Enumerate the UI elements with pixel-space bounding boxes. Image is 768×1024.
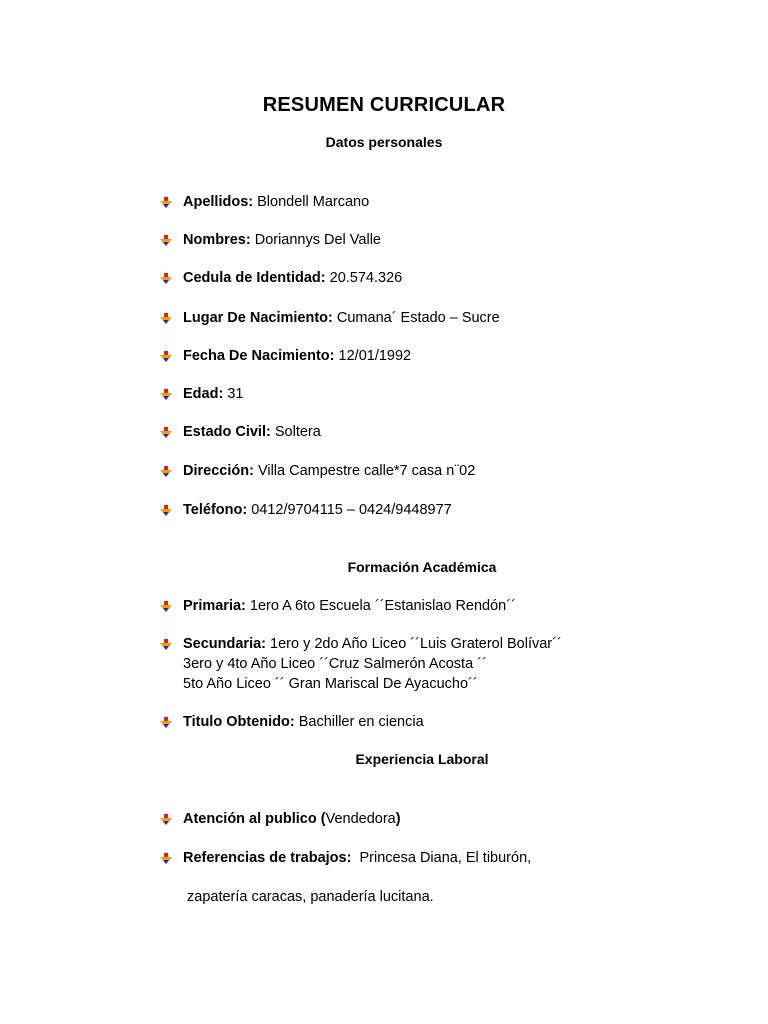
arrow-down-bullet-icon: [160, 389, 172, 400]
field-label: Atención al publico (: [183, 811, 326, 827]
arrow-down-bullet-icon: [160, 427, 172, 438]
arrow-down-bullet-icon: [160, 853, 172, 864]
field-value: Doriannys Del Valle: [254, 232, 381, 248]
field-label: Apellidos:: [183, 194, 254, 210]
arrow-down-bullet-icon: [160, 601, 172, 612]
field-value: 1ero y 2do Año Liceo ´´Luis Graterol Bolívar´´: [270, 636, 562, 652]
field-label: Dirección:: [183, 463, 254, 479]
field-value: Soltera: [274, 424, 321, 440]
field-close: ): [395, 811, 401, 827]
arrow-down-bullet-icon: [160, 814, 172, 825]
field-value: 12/01/1992: [338, 348, 412, 364]
referencias-line-2: zapatería caracas, panadería lucitana.: [187, 889, 434, 905]
arrow-down-bullet-icon: [160, 466, 172, 477]
field-value: Blondell Marcano: [257, 194, 370, 210]
field-value: Villa Campestre calle*7 casa n¨02: [257, 463, 476, 479]
field-label: Nombres:: [183, 232, 251, 248]
field-label: Primaria:: [183, 598, 246, 614]
field-label: Estado Civil:: [183, 424, 271, 440]
field-value: Princesa Diana, El tiburón,: [359, 850, 532, 866]
field-value: 0412/9704115 – 0424/9448977: [251, 502, 452, 518]
field-label: Lugar De Nacimiento:: [183, 310, 333, 326]
section-work-heading: Experiencia Laboral: [355, 751, 489, 767]
section-personal-heading: Datos personales: [325, 134, 443, 150]
field-value: 20.574.326: [329, 270, 403, 286]
arrow-down-bullet-icon: [160, 313, 172, 324]
field-value: Bachiller en ciencia: [298, 714, 424, 730]
field-value: 1ero A 6to Escuela ´´Estanislao Rendón´´: [249, 598, 516, 614]
field-value: Vendedora: [325, 811, 396, 827]
secundaria-line-3: 5to Año Liceo ´´ Gran Mariscal De Ayacucho´´: [183, 676, 478, 692]
section-academic-heading: Formación Académica: [347, 559, 497, 575]
arrow-down-bullet-icon: [160, 197, 172, 208]
field-label: Fecha De Nacimiento:: [183, 348, 335, 364]
arrow-down-bullet-icon: [160, 639, 172, 650]
secundaria-line-2: 3ero y 4to Año Liceo ´´Cruz Salmerón Acosta ´´: [183, 656, 487, 672]
arrow-down-bullet-icon: [160, 273, 172, 284]
field-label: Cedula de Identidad:: [183, 270, 326, 286]
field-label: Secundaria:: [183, 636, 266, 652]
arrow-down-bullet-icon: [160, 235, 172, 246]
field-label: Titulo Obtenido:: [183, 714, 295, 730]
field-label: Edad:: [183, 386, 224, 402]
arrow-down-bullet-icon: [160, 351, 172, 362]
field-label: Referencias de trabajos:: [183, 850, 352, 866]
arrow-down-bullet-icon: [160, 505, 172, 516]
field-value: 31: [227, 386, 244, 402]
document-title: RESUMEN CURRICULAR: [262, 94, 506, 116]
field-value: Cumana´ Estado – Sucre: [336, 310, 500, 326]
arrow-down-bullet-icon: [160, 717, 172, 728]
field-label: Teléfono:: [183, 502, 248, 518]
